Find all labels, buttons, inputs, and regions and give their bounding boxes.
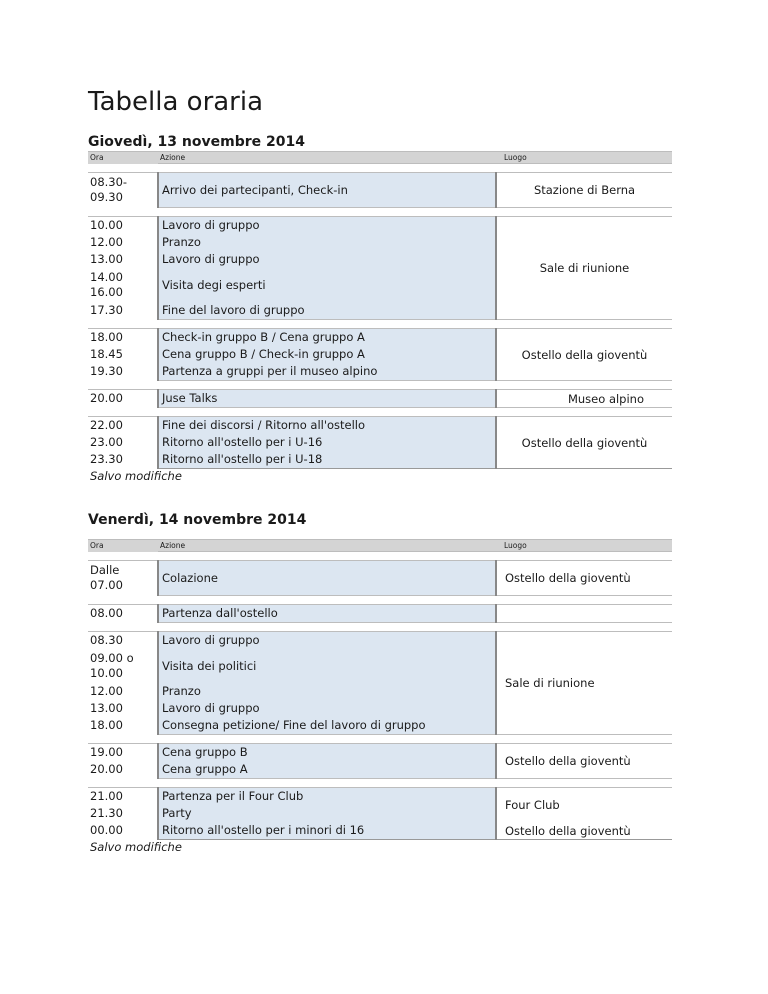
time-cell: 00.00 — [90, 823, 123, 838]
time-cell: 20.00 — [90, 762, 123, 777]
table-row — [88, 417, 672, 435]
separator-cell — [158, 735, 496, 744]
separator-cell — [158, 164, 496, 173]
action-cell: Ritorno all'ostello per i minori di 16 — [158, 822, 496, 840]
action-cell: Cena gruppo A — [158, 761, 496, 779]
block-separator — [88, 552, 672, 561]
block-separator — [88, 208, 672, 217]
separator-cell — [88, 735, 158, 744]
time-cell: 14.00 16.00 — [90, 270, 123, 299]
table-row — [88, 632, 672, 650]
time-cell: 19.00 — [90, 745, 123, 759]
action-cell: Lavoro di gruppo — [158, 217, 496, 235]
separator-cell — [496, 779, 672, 788]
time-cell: 13.00 — [90, 252, 123, 266]
separator-cell — [496, 320, 672, 329]
location-cell: Ostello della gioventù — [496, 417, 672, 469]
time-cell: 23.30 — [90, 452, 123, 467]
header-azione: Azione — [158, 540, 496, 552]
separator-cell — [88, 320, 158, 329]
action-cell: Visita dei politici — [158, 649, 496, 683]
time-cell: 18.45 — [90, 347, 123, 361]
separator-cell — [88, 552, 158, 561]
action-cell: Visita degi esperti — [158, 268, 496, 302]
action-cell: Consegna petizione/ Fine del lavoro di gruppo — [158, 717, 496, 735]
table-row — [88, 605, 672, 623]
action-cell: Cena gruppo B — [158, 744, 496, 762]
separator-cell — [88, 596, 158, 605]
location-cell: Four Club — [496, 788, 672, 823]
block-separator — [88, 596, 672, 605]
table-header-row — [88, 152, 672, 164]
action-cell: Ritorno all'ostello per i U-18 — [158, 451, 496, 469]
schedule-table-thursday — [88, 151, 672, 469]
separator-cell — [158, 552, 496, 561]
time-cell: 08.00 — [90, 606, 123, 621]
header-ora: Ora — [88, 152, 158, 164]
location-cell: Sale di riunione — [496, 217, 672, 320]
separator-cell — [496, 596, 672, 605]
time-cell: 18.00 — [90, 718, 123, 733]
action-cell: Partenza a gruppi per il museo alpino — [158, 363, 496, 381]
schedule-table-friday — [88, 539, 672, 840]
day-title-thursday: Giovedì, 13 novembre 2014 — [88, 134, 305, 150]
action-cell: Juse Talks — [158, 390, 496, 408]
action-cell: Pranzo — [158, 683, 496, 700]
schedule-page — [88, 84, 660, 854]
separator-cell — [496, 552, 672, 561]
separator-cell — [158, 779, 496, 788]
separator-cell — [158, 320, 496, 329]
action-cell: Colazione — [158, 561, 496, 596]
table-row — [88, 329, 672, 347]
location-cell — [496, 605, 672, 623]
location-cell: Ostello della gioventù — [496, 744, 672, 779]
location-cell: Ostello della gioventù — [496, 329, 672, 381]
note-friday: Salvo modifiche — [90, 840, 182, 854]
separator-cell — [158, 208, 496, 217]
time-cell: 09.00 o 10.00 — [90, 651, 134, 680]
block-separator — [88, 408, 672, 417]
action-cell: Party — [158, 805, 496, 822]
location-cell: Stazione di Berna — [496, 173, 672, 208]
time-cell: 12.00 — [90, 684, 123, 698]
time-cell: 08.30- 09.30 — [90, 175, 128, 205]
time-cell: 12.00 — [90, 235, 123, 249]
time-cell: 19.30 — [90, 364, 123, 379]
document-title: Tabella oraria — [88, 87, 264, 117]
separator-cell — [158, 623, 496, 632]
time-cell: 10.00 — [90, 218, 123, 232]
action-cell: Check-in gruppo B / Cena gruppo A — [158, 329, 496, 347]
time-cell: 23.00 — [90, 435, 123, 449]
action-cell: Lavoro di gruppo — [158, 632, 496, 650]
separator-cell — [88, 381, 158, 390]
separator-cell — [88, 408, 158, 417]
table-row — [88, 217, 672, 235]
block-separator — [88, 735, 672, 744]
action-cell: Lavoro di gruppo — [158, 251, 496, 268]
header-ora: Ora — [88, 540, 158, 552]
separator-cell — [496, 735, 672, 744]
table-header-row — [88, 540, 672, 552]
block-separator — [88, 381, 672, 390]
action-cell: Pranzo — [158, 234, 496, 251]
separator-cell — [158, 596, 496, 605]
time-cell: Dalle 07.00 — [90, 563, 123, 593]
table-row — [88, 390, 672, 408]
header-luogo: Luogo — [496, 152, 672, 164]
separator-cell — [88, 623, 158, 632]
time-cell: 22.00 — [90, 418, 123, 432]
separator-cell — [88, 208, 158, 217]
block-separator — [88, 320, 672, 329]
day-title-friday: Venerdì, 14 novembre 2014 — [88, 512, 307, 528]
note-thursday: Salvo modifiche — [90, 469, 182, 483]
location-cell: Ostello della gioventù — [496, 822, 672, 840]
time-cell: 17.30 — [90, 303, 123, 318]
separator-cell — [158, 381, 496, 390]
separator-cell — [158, 408, 496, 417]
action-cell: Lavoro di gruppo — [158, 700, 496, 717]
separator-cell — [88, 779, 158, 788]
action-cell: Cena gruppo B / Check-in gruppo A — [158, 346, 496, 363]
table-row — [88, 788, 672, 806]
block-separator — [88, 164, 672, 173]
location-cell: Ostello della gioventù — [496, 561, 672, 596]
action-cell: Partenza dall'ostello — [158, 605, 496, 623]
location-cell: Museo alpino — [496, 390, 672, 408]
action-cell: Fine del lavoro di gruppo — [158, 302, 496, 320]
separator-cell — [496, 623, 672, 632]
separator-cell — [496, 381, 672, 390]
table-row — [88, 173, 672, 208]
action-cell: Ritorno all'ostello per i U-16 — [158, 434, 496, 451]
separator-cell — [88, 164, 158, 173]
separator-cell — [496, 408, 672, 417]
location-cell: Sale di riunione — [496, 632, 672, 735]
header-azione: Azione — [158, 152, 496, 164]
action-cell: Partenza per il Four Club — [158, 788, 496, 806]
block-separator — [88, 623, 672, 632]
time-cell: 13.00 — [90, 701, 123, 715]
header-luogo: Luogo — [496, 540, 672, 552]
time-cell: 21.00 — [90, 789, 123, 803]
separator-cell — [496, 164, 672, 173]
table-row — [88, 561, 672, 596]
time-cell: 21.30 — [90, 806, 123, 820]
separator-cell — [496, 208, 672, 217]
action-cell: Fine dei discorsi / Ritorno all'ostello — [158, 417, 496, 435]
block-separator — [88, 779, 672, 788]
time-cell: 08.30 — [90, 633, 123, 647]
time-cell: 18.00 — [90, 330, 123, 344]
action-cell: Arrivo dei partecipanti, Check-in — [158, 173, 496, 208]
time-cell: 20.00 — [90, 391, 123, 406]
table-row — [88, 744, 672, 762]
table-row — [88, 822, 672, 840]
